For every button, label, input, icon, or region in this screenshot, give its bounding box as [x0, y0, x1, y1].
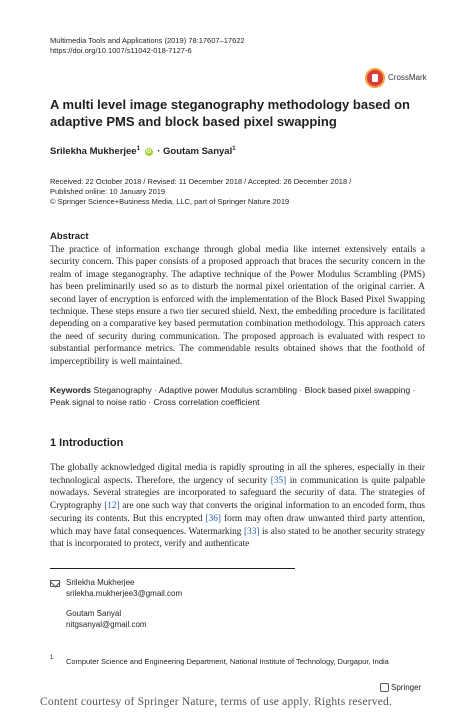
affiliation-marker: 1 — [136, 146, 140, 152]
author-list — [50, 146, 236, 157]
corr-name: Goutam Sanyal — [66, 609, 122, 618]
affiliation-text: Computer Science and Engineering Department, National Institute of Technology, Durgapur, India — [66, 657, 389, 666]
corresponding-author — [66, 578, 182, 599]
journal-citation: Multimedia Tools and Applications (2019) 78:17607–17622 — [50, 36, 245, 45]
springer-horse-icon — [380, 683, 389, 692]
keywords-label: Keywords — [50, 385, 92, 395]
keywords-list: Steganography · Adaptive power Modulus scrambling · Block based pixel swapping · Peak signal to noise ratio · Cross correlation coefficient — [50, 385, 416, 407]
crossmark-icon — [365, 68, 385, 88]
intro-paragraph — [50, 462, 425, 551]
intro-text: are one such way that converts the original information to an encoded form, thus securing its contents. But this encrypted — [50, 501, 425, 524]
intro-text: is also stated to be another security strategy that is incorporated to protect, verify and authenticate — [50, 526, 425, 550]
corr-email[interactable]: srilekha.mukherjee3@gmail.com — [66, 588, 183, 598]
crossmark-badge[interactable] — [365, 68, 435, 92]
affiliation-marker: 1 — [232, 146, 236, 152]
second-author-contact — [66, 609, 147, 630]
journal-header — [50, 36, 245, 56]
envelope-icon — [50, 578, 60, 589]
paper-title: A multi level image steganography methodology based on adaptive PMS and block based pixel swapping — [50, 97, 410, 129]
abstract-heading: Abstract — [50, 231, 89, 242]
published-online: Published online: 10 January 2019 — [50, 187, 166, 196]
keywords — [50, 384, 430, 408]
citation-link[interactable]: [36] — [205, 513, 222, 524]
courtesy-notice: Content courtesy of Springer Nature, terms of use apply. Rights reserved. — [40, 696, 393, 708]
publisher-name: Springer — [391, 683, 422, 692]
affiliation-number: 1 — [50, 655, 54, 661]
citation-link[interactable]: [35] — [270, 475, 287, 486]
author-name[interactable]: Goutam Sanyal — [163, 146, 233, 158]
dates-line: Received: 22 October 2018 / Revised: 11 December 2018 / Accepted: 26 December 2018 / — [50, 177, 352, 186]
publication-dates — [50, 177, 351, 207]
abstract-text: The practice of information exchange through global media like internet extensively entails a security concern. This paper consists of a proposed approach that braces the security concern in the realm of image steganography. The adaptive technique of the Power Modulus Scrambling (PMS) has been preliminarily used so as to disturb the normal pixel orientation of the original carrier. A second layer of encryption is enforced with the implementation of the Block Based Pixel Swapping technique. These steps ensure a two tier secured shield. Next, the embedding procedure is facilitated depending on a comparative key based permutation combination methodology. This approach caters the need of security during communication. The proposed approach is evaluated with respect to substantial performance metrics. The commendable results obtained shows that the foothold of imperceptibility is well maintained. — [50, 245, 425, 367]
intro-text: The globally acknowledged digital media is rapidly sprouting in all the spheres, especially in their technological aspects. Therefore, the urgency of security — [50, 463, 425, 486]
orcid-icon[interactable]: iD — [146, 148, 152, 155]
corr-name: Srilekha Mukherjee — [66, 578, 135, 587]
corr-email[interactable]: nitgsanyal@gmail.com — [66, 619, 147, 629]
citation-link[interactable]: [33] — [243, 526, 260, 537]
doi-link[interactable]: https://doi.org/10.1007/s11042-018-7127-6 — [50, 46, 192, 55]
intro-text: form may often draw unwanted third party attention, which may have fatal consequences. Watermarking — [50, 513, 425, 537]
footnote-divider — [50, 568, 295, 569]
intro-text: in communication is quite palpable nowadays. Several strategies are incorporated to safeguard the security of data. The strategies of Cryptography — [50, 475, 425, 512]
section-heading: 1 Introduction — [50, 437, 124, 449]
author-separator: · — [157, 146, 161, 158]
crossmark-label: CrossMark — [388, 73, 427, 82]
citation-link[interactable]: [12] — [104, 501, 120, 512]
springer-logo — [380, 683, 421, 692]
copyright: © Springer Science+Business Media, LLC, part of Springer Nature 2019 — [50, 197, 290, 206]
author-name[interactable]: Srilekha Mukherjee — [50, 146, 137, 158]
